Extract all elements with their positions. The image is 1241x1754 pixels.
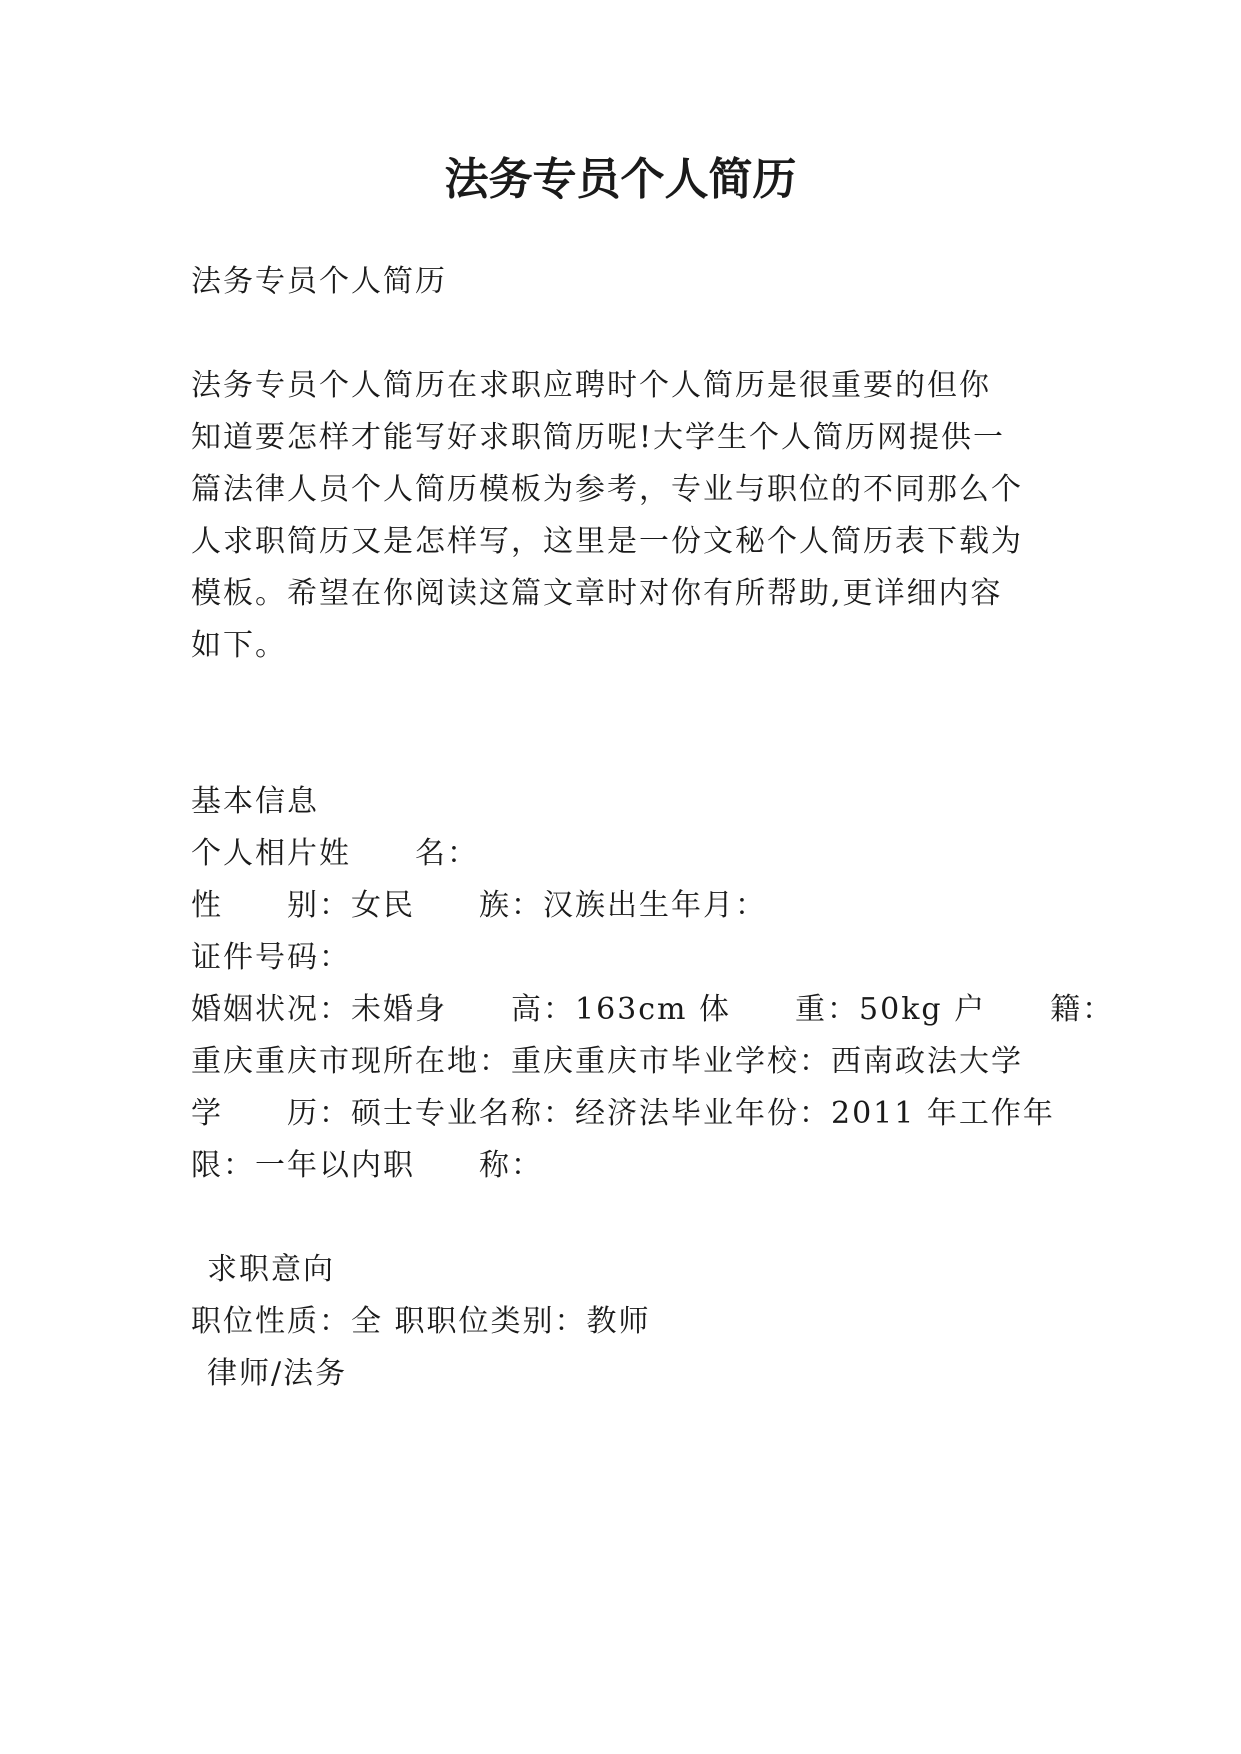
section-heading-job-intent: 求职意向 [207, 1252, 335, 1287]
intro-line: 如下。 [191, 628, 287, 663]
intro-line: 篇法律人员个人简历模板为参考，专业与职位的不同那么个 [191, 472, 1023, 507]
basic-info-line: 重庆重庆市现所在地：重庆重庆市毕业学校：西南政法大学 [191, 1044, 1023, 1079]
intro-line: 模板。希望在你阅读这篇文章时对你有所帮助,更详细内容 [191, 576, 1003, 611]
basic-info-line: 限：一年以内职 称： [191, 1148, 543, 1183]
basic-info-line: 婚姻状况：未婚身 高：163cm 体 重：50kg 户 籍： [191, 992, 1115, 1027]
job-intent-line: 职位性质：全 职职位类别：教师 [191, 1304, 651, 1339]
intro-line: 人求职简历又是怎样写，这里是一份文秘个人简历表下载为 [191, 524, 1023, 559]
basic-info-line: 个人相片姓 名： [191, 836, 479, 871]
basic-info-line: 性 别：女民 族：汉族出生年月： [191, 888, 767, 923]
subtitle: 法务专员个人简历 [191, 264, 447, 299]
basic-info-line: 学 历：硕士专业名称：经济法毕业年份：2011 年工作年 [191, 1096, 1055, 1131]
intro-line: 法务专员个人简历在求职应聘时个人简历是很重要的但你 [191, 368, 991, 403]
document-title: 法务专员个人简历 [444, 154, 797, 205]
job-intent-line: 律师/法务 [207, 1356, 348, 1391]
basic-info-line: 证件号码： [191, 940, 351, 975]
intro-line: 知道要怎样才能写好求职简历呢!大学生个人简历网提供一 [191, 420, 1006, 455]
section-heading-basic-info: 基本信息 [191, 784, 319, 819]
